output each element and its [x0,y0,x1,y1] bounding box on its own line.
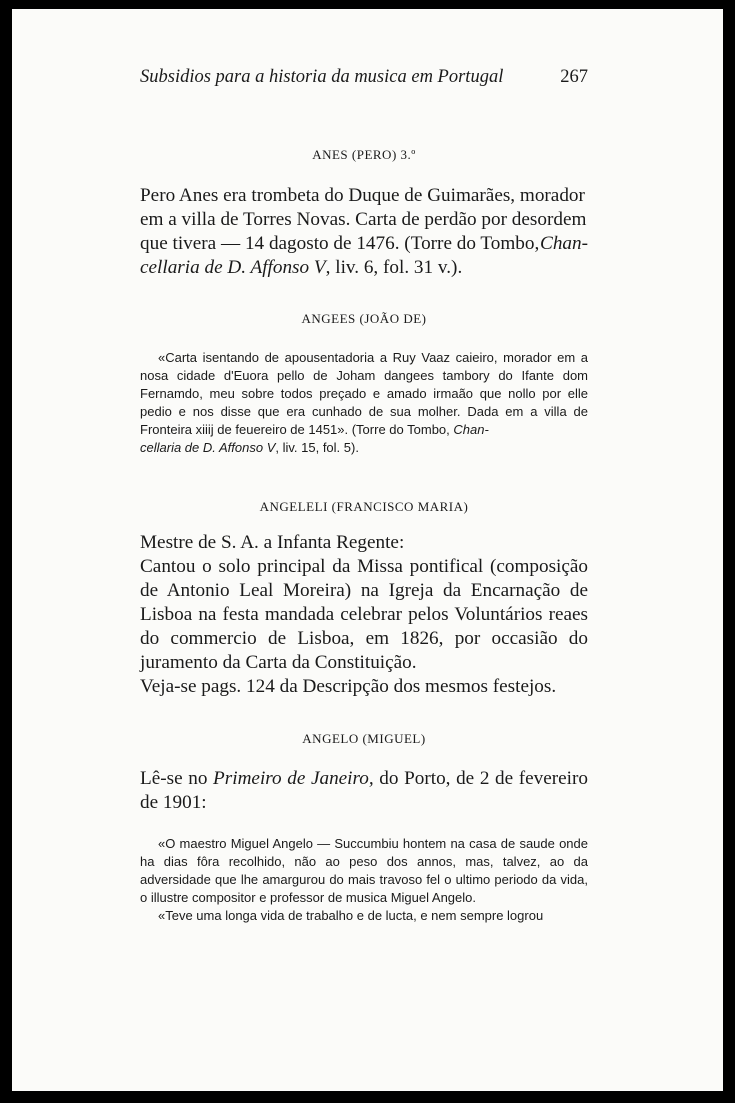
quote-paragraph: «Teve uma longa vida de trabalho e de lucta, e nem sempre logrou [158,908,544,923]
entry-body-angeleli [140,531,588,699]
text-line: que tivera — 14 dagosto de 1476. (Torre do Tombo, Chan- [140,233,588,254]
citation-italic: Chan- [540,233,588,254]
entry-body-anes [140,184,588,280]
citation-line: cellaria de D. Affonso V, liv. 6, fol. 31 v.). [140,257,463,278]
entry-heading-anes: ANES (PERO) 3.º [312,147,416,162]
paragraph: Mestre de S. A. a Infanta Regente: [140,532,405,553]
book-page [12,9,723,1091]
text-line: em a villa de Torres Novas. Carta de perdão por desordem [140,209,587,230]
entry-heading-angees: ANGEES (JOÃO DE) [301,311,427,326]
paragraph: Veja-se pags. 124 da Descripção dos mesmos festejos. [140,676,557,697]
entry-heading-angeleli: ANGELELI (FRANCISCO MARIA) [259,499,469,514]
text-line: Pero Anes era trombeta do Duque de Guimarães, morador [140,185,585,206]
running-head [140,67,588,88]
entry-heading-angelo: ANGELO (MIGUEL) [302,731,426,746]
entry-quote-angelo [140,835,588,925]
entry-quote-angees: «Carta isentando de apousentadoria a Ruy Vaaz caieiro, morador em a nosa cidade d'Euora pello de Joham dangees tambory do Ifante dom Fernamdo, meu sobre todos preçado e amado irmaão que nollo por elle pedio e nos disse que era cunhado de sua molher. Dada em a villa de Fronteira xiiij de feuereiro de 1451». (Torre do Tombo, Chan- cellaria de D. Affonso V, liv. 15, fol. 5). [140,350,588,455]
paragraph: Cantou o solo principal da Missa pontifical (composição de Antonio Leal Moreira) na Igreja da Encarnação de Lisboa na festa mandada celebrar pelos Voluntários reaes do commercio de Lisboa, em 1826, por occasião do juramento da Carta da Constituição. [140,556,588,673]
running-head-title: Subsidios para a historia da musica em Portugal [140,67,504,87]
page-number: 267 [560,67,588,87]
quote-paragraph: «O maestro Miguel Angelo — Succumbiu hontem na casa de saude onde ha dias fôra recolhido, não ao peso dos annos, mas, talvez, ao da adversidade que lhe amargurou do mais travoso fel o ultimo periodo da vida, o illustre compositor e professor de musica Miguel Angelo. [140,836,588,905]
entry-intro-angelo: Lê-se no Primeiro de Janeiro, do Porto, de 2 de fevereiro de 1901: [140,768,588,813]
